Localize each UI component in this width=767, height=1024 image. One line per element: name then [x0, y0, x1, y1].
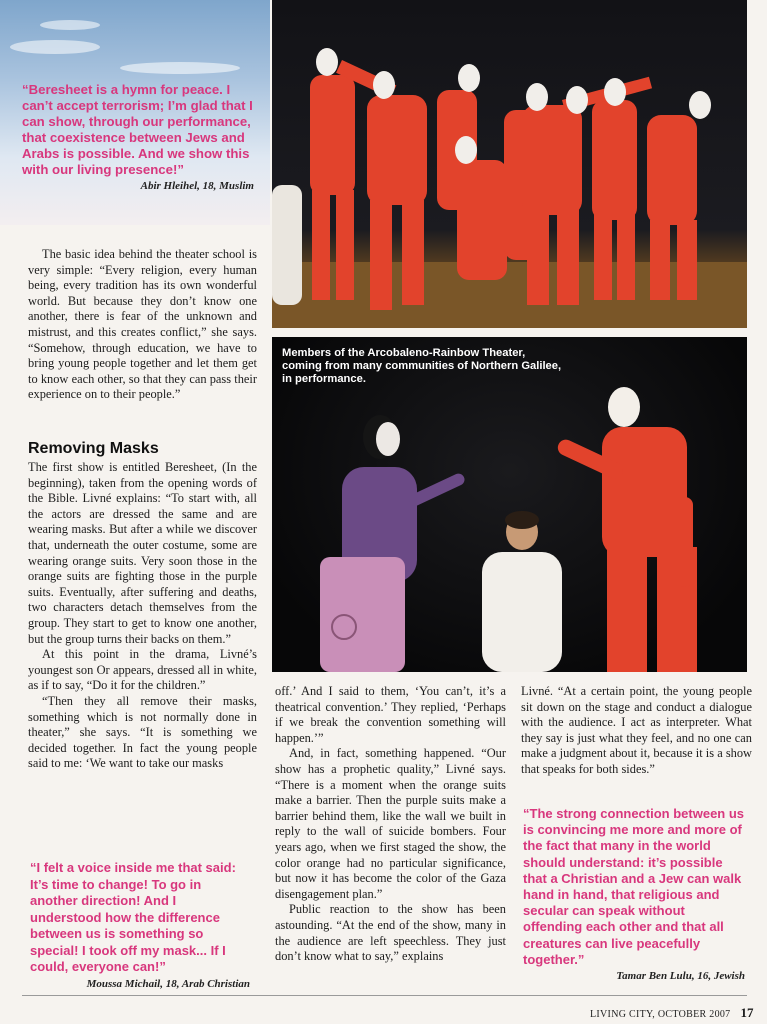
section-heading-block [28, 440, 257, 458]
col1-paragraph-2: At this point in the drama, Livné’s youngest son Or appears, dressed all in white, as if to say, “Do it for the children.” [28, 647, 257, 693]
col1-paragraph-3: “Then they all remove their masks, something which is not normally done in theater,” she says. “It is something we decided together. In fact the young people said to me: ‘We want to take our masks [28, 693, 257, 771]
performance-photo-top-illustration [272, 0, 747, 328]
column-2-text [275, 684, 506, 965]
pull-quote-right-attribution: Tamar Ben Lulu, 16, Jewish [616, 970, 745, 983]
pull-quote-left-attribution: Moussa Michail, 18, Arab Christian [86, 977, 250, 990]
col3-paragraph-1: Livné. “At a certain point, the young people sit down on the stage and conduct a dialogue with the audience. I act as interpreter. What they say is just what they feel, and no one can make a judgment about it, because it is a show that speaks for both sides.” [521, 684, 752, 776]
photo-caption: Members of the Arcobaleno-Rainbow Theater, coming from many communities of Northern Galilee, in performance. [282, 347, 562, 386]
col2-paragraph-2: And, in fact, something happened. “Our show has a prophetic quality,” Livné says. “There is a moment when the orange suits make a barrier. Then the purple suits make a barrier behind them, like the wall we built in reply to the wall of suicide bombers. Four years ago, when we first staged the show, the color orange had no particular significance, but now it has become the color of the Gaza disengagement plan.” [275, 746, 506, 901]
pull-quote-top [22, 82, 254, 192]
pull-quote-top-text: “Beresheet is a hymn for peace. I can’t accept terrorism; I’m glad that I can show, through our performance, that coexistence between Jews and Arabs is possible. And we show this with our living presence!” [22, 82, 253, 177]
performance-photo-bottom [272, 337, 747, 672]
pull-quote-right-text: “The strong connection between us is convincing me more and more of the fact that many in the world should understand: it’s possible that a Christian and a Jew can walk hand in hand, that religious and secular can speak without offending each other and that all creatures can live peacefully together.” [523, 806, 745, 967]
pull-quote-right [523, 806, 745, 982]
footer-publication: LIVING CITY, OCTOBER 2007 [590, 1009, 731, 1020]
section-heading: Removing Masks [28, 440, 159, 457]
performance-photo-bottom-illustration [272, 337, 747, 672]
photo-caption-block [282, 347, 562, 387]
col1-paragraph-1: The first show is entitled Beresheet, (In the beginning), taken from the opening words of the Bible. Livné explains: “To start with, all the actors are dressed the same and are wearing masks. But after a while we discover that, underneath the outer costume, some are wearing orange suits. Very soon those in the orange suits are fighting those in the purple suits. Eventually, after suffering and deaths, two characters detach themselves from the group. They start to get to know one another, but the group turns their backs on them.” [28, 460, 257, 646]
col2-paragraph-1: off.’ And I said to them, ‘You can’t, it’s a theatrical convention.’ They replied, ‘Perhaps if we break the convention something will happen.’” [275, 684, 506, 745]
performance-photo-top [272, 0, 747, 328]
col2-paragraph-3: Public reaction to the show has been astounding. “At the end of the show, many in the audience are left speechless. They just don’t know what to say,” explains [275, 902, 506, 964]
pull-quote-top-attribution: Abir Hleihel, 18, Muslim [140, 180, 254, 192]
footer-rule [22, 995, 747, 996]
footer [590, 1004, 753, 1022]
column-1-text [28, 460, 257, 772]
intro-paragraph: The basic idea behind the theater school is very simple: “Every religion, every human being, every tradition has its own wonderful world. But because they don’t know one another, there is fear of the unknown and mistrust, and this creates conflict,” she says. “Somehow, through education, we have to bring young people together and let them get to know each other, so that they can pass their experience on to their people.” [28, 247, 257, 402]
page-number: 17 [740, 1005, 754, 1020]
pull-quote-left-text: “I felt a voice inside me that said: It’s time to change! To go in another direction! And I understood how the difference between us is something so special! I took off my mask... If I could, everyone can!” [30, 860, 236, 974]
pull-quote-left [30, 860, 250, 990]
column-3-text [521, 684, 752, 778]
intro-paragraph-block [28, 247, 257, 403]
